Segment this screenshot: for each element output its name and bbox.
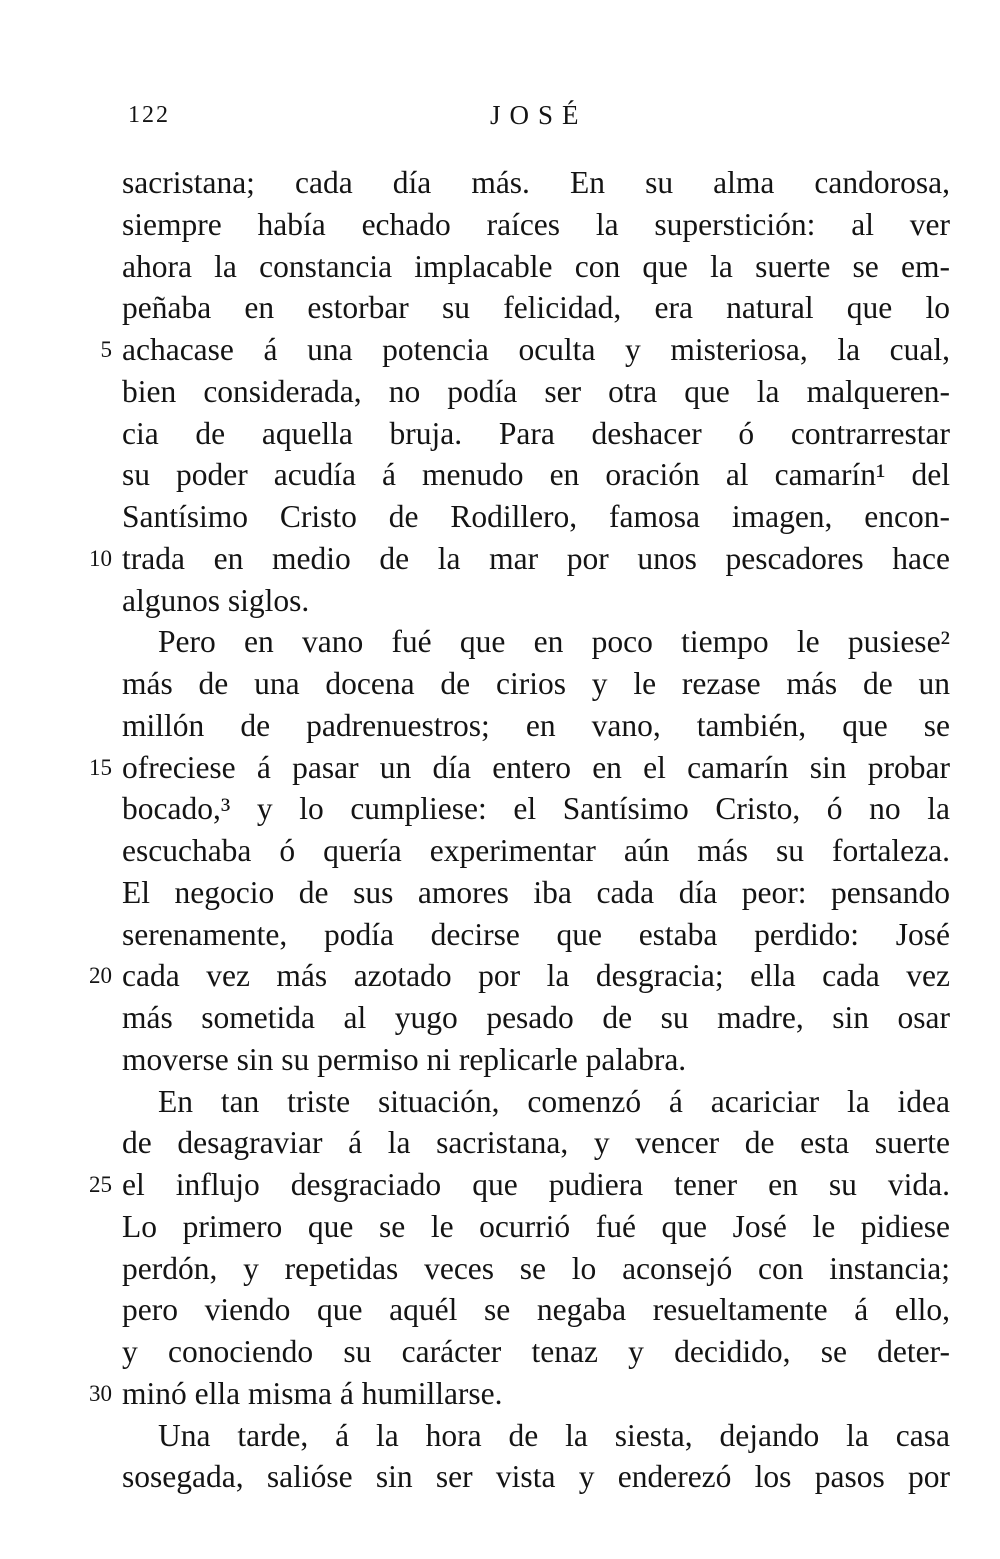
line-text: sacristana; cada día más. En su alma candorosa, [122, 165, 950, 200]
line-text: siempre había echado raíces la superstición: al ver [122, 206, 950, 242]
running-title: JOSÉ [490, 100, 588, 130]
text-line [122, 1206, 950, 1248]
line-text: El negocio de sus amores iba cada día peor: pensando [122, 874, 950, 910]
line-text: sosegada, salióse sin ser vista y enderezó los pasos por [122, 1459, 950, 1495]
line-text: escuchaba ó quería experimentar aún más su fortaleza. [122, 833, 950, 868]
line-text: bien considerada, no podía ser otra que la malqueren- [122, 373, 950, 409]
line-text: millón de padrenuestros; en vano, también, que se [122, 707, 950, 743]
text-line [122, 1248, 950, 1290]
text-line [122, 287, 950, 329]
text-line [122, 371, 950, 413]
line-number: 15 [89, 754, 112, 780]
line-text: ofreciese á pasar un día entero en el camarín sin probar [122, 749, 950, 785]
line-number: 5 [100, 337, 112, 362]
page-header [0, 98, 1000, 138]
text-line [122, 162, 950, 204]
line-number: 20 [89, 963, 112, 989]
line-text: ahora la constancia implacable con que la suerte se em- [122, 248, 950, 284]
line-text: más de una docena de cirios y le rezase más de un [122, 666, 950, 701]
line-text: perdón, y repetidas veces se lo aconsejó con instancia; [122, 1250, 950, 1286]
body-text [89, 162, 950, 1498]
text-line [122, 1456, 950, 1498]
text-line [100, 329, 950, 371]
text-line [122, 830, 950, 872]
line-text: Santísimo Cristo de Rodillero, famosa imagen, encon- [122, 499, 950, 534]
line-text: trada en medio de la mar por unos pescadores hace [122, 540, 950, 576]
line-text: cada vez más azotado por la desgracia; ella cada vez [122, 958, 950, 994]
text-line [122, 705, 950, 747]
line-text: Lo primero que se le ocurrió fué que José le pidiese [122, 1208, 950, 1244]
text-line [122, 204, 950, 246]
text-line [122, 454, 950, 496]
line-text: serenamente, podía decirse que estaba perdido: José [122, 916, 950, 952]
line-number: 25 [89, 1172, 112, 1197]
line-text: En tan triste situación, comenzó á acariciar la idea [158, 1083, 950, 1119]
text-line [122, 580, 950, 622]
text-line [89, 747, 950, 789]
line-text: el influjo desgraciado que pudiera tener en su vida. [122, 1167, 950, 1202]
text-line [122, 872, 950, 914]
line-text: minó ella misma á humillarse. [122, 1375, 503, 1411]
text-line [122, 1081, 950, 1123]
text-line [122, 1122, 950, 1164]
text-line [89, 955, 950, 997]
line-text: pero viendo que aquél se negaba resueltamente á ello, [122, 1292, 950, 1328]
text-line [122, 413, 950, 455]
text-line [122, 246, 950, 288]
line-text: Pero en vano fué que en poco tiempo le pusiese² [158, 624, 950, 660]
text-line [122, 1289, 950, 1331]
line-text: moverse sin su permiso ni replicarle palabra. [122, 1041, 687, 1077]
line-text: su poder acudía á menudo en oración al camarín¹ del [122, 457, 950, 493]
text-line [122, 997, 950, 1039]
text-line [122, 1331, 950, 1373]
line-text: más sometida al yugo pesado de su madre, sin osar [122, 1000, 950, 1035]
line-text: de desagraviar á la sacristana, y vencer de esta suerte [122, 1125, 950, 1161]
line-text: achacase á una potencia oculta y misteriosa, la cual, [122, 332, 950, 367]
line-text: algunos siglos. [122, 582, 310, 618]
line-text: cia de aquella bruja. Para deshacer ó contrarrestar [122, 415, 950, 451]
text-line [122, 788, 950, 830]
line-text: peñaba en estorbar su felicidad, era natural que lo [122, 290, 950, 326]
text-line [122, 663, 950, 705]
text-line [122, 1415, 950, 1457]
text-line [89, 1373, 950, 1415]
line-number: 30 [89, 1380, 112, 1406]
text-line [122, 914, 950, 956]
line-text: y conociendo su carácter tenaz y decidido, se deter- [122, 1334, 950, 1369]
line-number: 10 [89, 545, 112, 571]
page-number: 122 [128, 102, 170, 128]
text-line [122, 621, 950, 663]
line-text: bocado,³ y lo cumpliese: el Santísimo Cristo, ó no la [122, 791, 950, 827]
text-line [122, 496, 950, 538]
line-text: Una tarde, á la hora de la siesta, dejando la casa [158, 1417, 950, 1453]
text-line [122, 1039, 950, 1081]
text-line [89, 1164, 950, 1206]
text-line [89, 538, 950, 580]
